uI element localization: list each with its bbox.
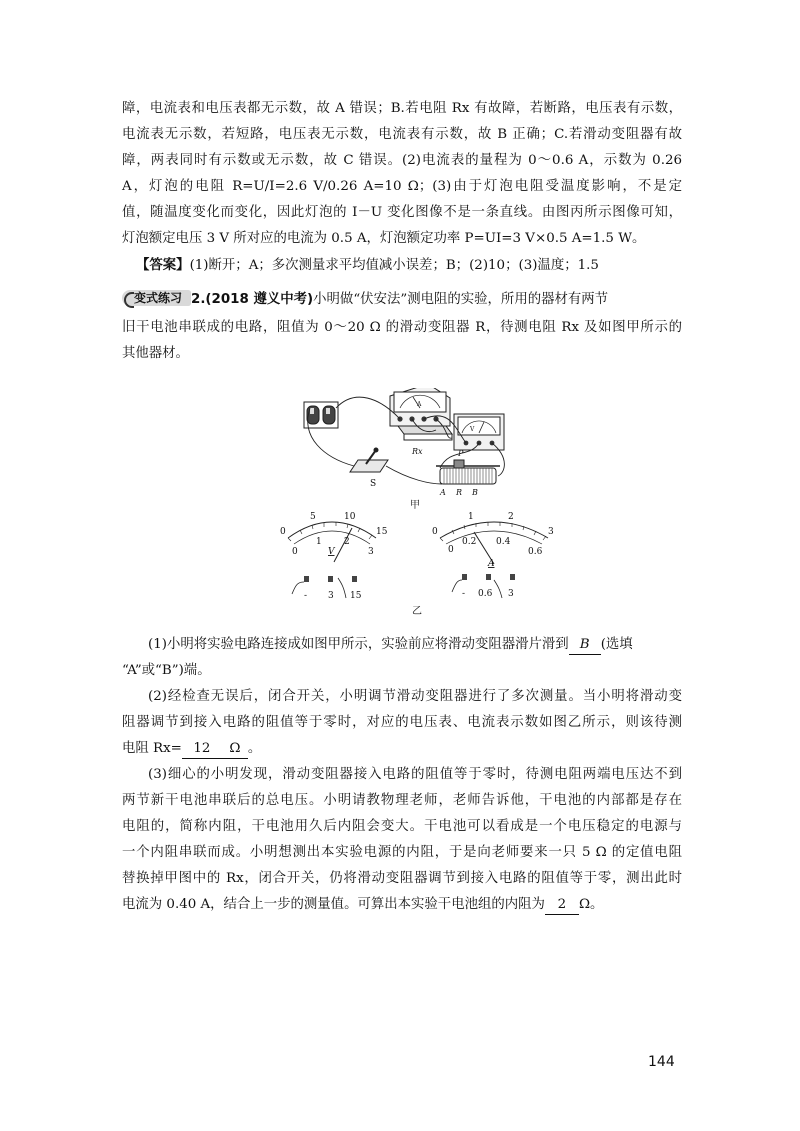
ammeter-outer-tick: 2 [508,512,514,522]
text-line: (2)经检查无误后，闭合开关，小明调节滑动变阻器进行了多次测量。当小明将滑动变 [148,689,682,704]
voltmeter-outer-tick: 5 [310,512,316,522]
text-line: 灯泡额定电压 3 V 所对应的电流为 0.5 A，灯泡额定功率 P=UI=3 V×0.5 A=1.5 W。 [122,231,646,246]
ammeter-inner-tick: 0 [448,545,454,555]
text-line: “A”或“B”)端。 [122,663,211,678]
questions [122,632,682,918]
q3-answer-blank: 2 [545,896,579,915]
ammeter-terminal: 0.6 [478,589,493,599]
voltmeter-terminal: 3 [328,591,334,601]
voltmeter-inner-tick: 1 [316,537,322,547]
text-line: 障，两表同时有示数或无示数，故 C 错误。(2)电流表的量程为 0～0.6 A，示数为 0.26 [122,153,682,168]
voltmeter-inner-tick: 2 [344,537,350,547]
terminal-a-label: A [440,488,446,497]
switch [350,448,388,490]
voltmeter-terminal: 15 [350,591,362,601]
text-line: A，灯泡的电阻 R=U/I=2.6 V/0.26 A=10 Ω；(3)由于灯泡电阻受温度影响，不是定 [122,179,682,194]
voltmeter-inner-tick: 0 [292,547,298,557]
ammeter-outer-tick: 0 [432,527,438,537]
ammeter-outer-tick: 3 [548,527,554,537]
rheostat-r-label: R [456,488,463,497]
text-line: 障，电流表和电压表都无示数，故 A 错误；B.若电阻 Rx 有故障，若断路，电压表有示数， [122,101,682,116]
page-number: 144 [648,1054,675,1070]
sliding-rheostat [436,449,500,497]
ammeter-dial [432,512,554,599]
q1-line1 [122,632,682,658]
ammeter-terminal: - [462,589,466,599]
figure-label-jia: 甲 [410,500,420,511]
answer-label: 【答案】 [136,257,190,273]
voltmeter-letter: V [470,426,475,433]
text-line: (3)细心的小明发现，滑动变阻器接入电路的阻值等于零时，待测电阻两端电压达不到 [148,767,682,782]
voltmeter-outer-tick: 10 [344,512,356,522]
answer-text: (1)断开；A；多次测量求平均值减小误差；B；(2)10；(3)温度；1.5 [189,258,599,273]
text-line: 替换掉甲图中的 Rx，闭合开关，仍将滑动变阻器调节到接入电路的阻值等于零，测出此时 [122,871,682,886]
ammeter-inner-tick: 0.4 [496,537,511,547]
rx-label: Rx [412,447,423,456]
text-line: 两节新干电池串联后的总电压。小明请教物理老师，老师告诉他，干电池的内部都是存在 [122,793,682,808]
battery-pack [304,402,338,428]
ammeter-outer-tick: 1 [468,512,474,522]
ammeter-letter: A [417,401,422,408]
text-line: 值，随温度变化而变化，因此灯泡的 I－U 变化图像不是一条直线。由图丙所示图像可知， [122,205,682,220]
q2-answer-blank: 12 [182,740,222,759]
q2-line3 [122,736,682,762]
text-line: 其他器材。 [122,346,189,361]
switch-label: S [370,479,377,489]
ammeter-device [390,388,450,426]
q1-prefix: (1)小明将实验电路连接成如图甲所示，实验前应将滑动变阻器滑片滑到 [148,637,569,652]
q2-end: 。 [247,741,262,756]
exercise-badge: 变式练习 [122,290,191,306]
ammeter-inner-tick: 0.6 [528,547,543,557]
voltmeter-outer-tick: 0 [280,527,286,537]
q2-unit: Ω [222,740,248,759]
terminal-b-label: B [472,488,478,497]
exercise-stem [122,287,682,367]
slider-p-label: P [458,449,464,458]
voltmeter-dial [280,512,388,601]
q1-answer-blank: B [569,636,601,655]
q3-prefix: 电流为 0.40 A，结合上一步的测量值。可算出本实验干电池组的内阻为 [122,897,545,912]
text-line: 小明做“伏安法”测电阻的实验，所用的器材有两节 [313,292,609,307]
answer-line [136,252,696,278]
ammeter-terminal: 3 [508,589,514,599]
text-line: 旧干电池串联成的电路，阻值为 0～20 Ω 的滑动变阻器 R，待测电阻 Rx 及如图甲所示的 [122,320,682,335]
text-line: 一个内阻串联而成。小明想测出本实验电源的内阻，于是向老师要来一只 5 Ω 的定值电阻 [122,845,682,860]
text-line: 阻器调节到接入电路的阻值等于零时，对应的电压表、电流表示数如图乙所示，则该待测 [122,715,682,730]
figure-label-yi: 乙 [412,606,422,616]
question-number: 2. [191,292,206,307]
q2-prefix: 电阻 Rx= [122,741,182,756]
circuit-figure [270,388,570,616]
solution-paragraph [122,96,682,252]
q1-suffix: (选填 [600,637,633,652]
q3-unit: Ω。 [578,897,604,912]
question-source: (2018 遵义中考) [205,292,314,307]
ammeter-unit: A [488,559,495,569]
voltmeter-inner-tick: 3 [368,547,374,557]
voltmeter-device [454,414,504,450]
q3-last-line [122,892,682,918]
voltmeter-unit: V [328,547,335,557]
voltmeter-terminal: - [304,591,308,601]
text-line: 电阻的，简称内阻，干电池用久后内阻会变大。干电池可以看成是一个电压稳定的电源与 [122,819,682,834]
voltmeter-outer-tick: 15 [376,527,388,537]
text-line: 电流表无示数，若短路，电压表无示数，电流表有示数，故 B 正确；C.若滑动变阻器有故 [122,127,682,142]
ammeter-inner-tick: 0.2 [462,537,477,547]
